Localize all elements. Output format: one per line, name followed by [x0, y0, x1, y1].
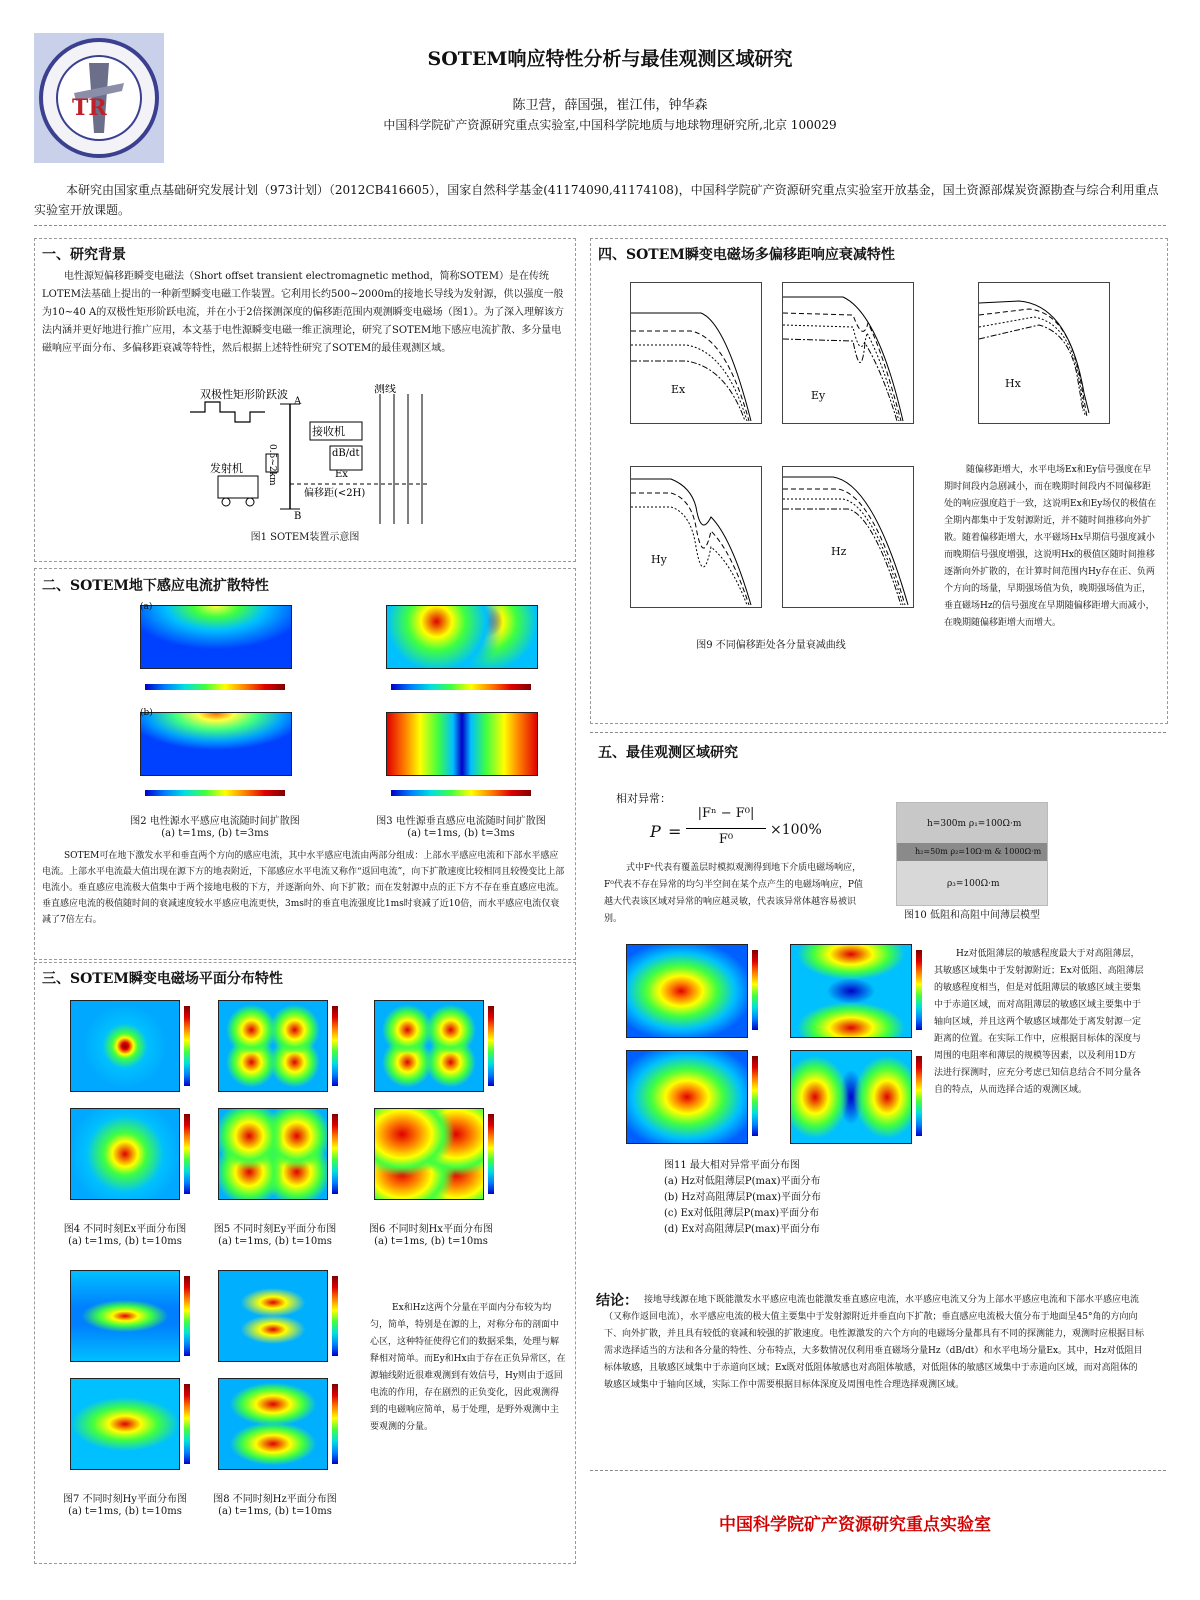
fig10-caption: 图10 低阻和高阻中间薄层模型: [904, 910, 1040, 921]
fig3b-colorbar: [391, 790, 531, 796]
fig9-ex-plot: [630, 282, 762, 424]
funding-note: 本研究由国家重点基础研究发展计划（973计划）（2012CB416605），国家自然科学基金(41174090,41174108)，中国科学院矿产资源研究重点实验室开放基金，国土资源部煤炭资源勘查与综合利用重点实验室开放课题。: [34, 183, 1159, 217]
fig11-item-d: (d) Ex对高阻薄层P(max)平面分布: [664, 1224, 820, 1235]
fig1-a-label: A: [294, 396, 302, 407]
fig11b-heatmap: [790, 944, 912, 1038]
fig1-transmitter-label: 发射机: [210, 462, 243, 475]
figure-1: [170, 384, 440, 534]
fig9-hy-label: Hy: [651, 553, 667, 566]
fig3-subcaption: (a) t=1ms, (b) t=3ms: [407, 828, 515, 839]
formula-definition: 式中Fⁿ代表有覆盖层时模拟观测得到地下介质电磁场响应，F⁰代表不存在异常的均匀半空间在某个点产生的电磁场响应，P值越大代表该区域对异常的响应越灵敏，代表该异常体越容易被识别。: [604, 863, 863, 924]
relative-anomaly-label: 相对异常：: [616, 792, 671, 805]
section-2-heading: 二、SOTEM地下感应电流扩散特性: [42, 578, 269, 594]
fig5b-colorbar: [332, 1114, 338, 1194]
fig9-hy-plot: [630, 466, 762, 608]
fig7-subcaption: (a) t=1ms, (b) t=10ms: [68, 1506, 182, 1517]
fig7b-colorbar: [184, 1384, 190, 1464]
formula: P = |Fⁿ − F⁰| F⁰ ×100%: [650, 806, 822, 847]
fig1-length-label: 0.5~2km: [267, 444, 277, 486]
fig8-caption: 图8 不同时刻Hz平面分布图: [213, 1494, 337, 1505]
footer-divider: [590, 1470, 1166, 1471]
footer-lab-name: 中国科学院矿产资源研究重点实验室: [719, 1515, 991, 1535]
fig1-source-label: 双极性矩形阶跃波: [200, 388, 288, 401]
section-4-text: 随偏移距增大，水平电场Ex和Ey信号强度在早期时间段内急剧减小，而在晚期时间段内不同偏移距处的响应强度趋于一致，这说明Ex和Ey场仅的极值在全期内都集中于发射源附近，并不随时间推移向外扩散。随着偏移距增大，水平磁场Hx早期信号强度减小而晚期信号强度增强，这说明Hx的极值区随时间推移逐渐向外扩散的，在计算时间范围内Hy存在正、负两个方向的场量，早期强场值为负，晚期强场值为正，垂直磁场Hz的信号强度在早期随偏移距增大而减小，在晚期随偏移距增大而增大。: [944, 465, 1157, 628]
affiliation: 中国科学院矿产资源研究重点实验室,中国科学院地质与地球物理研究所,北京 100029: [383, 118, 837, 132]
conclusion-label: 结论：: [596, 1293, 638, 1309]
fig3a-colorbar: [391, 684, 531, 690]
fig11-item-b: (b) Hz对高阻薄层P(max)平面分布: [664, 1192, 821, 1203]
fig4a-heatmap: [70, 1000, 180, 1092]
fig11c-colorbar: [752, 1056, 758, 1136]
fig8b-colorbar: [332, 1384, 338, 1464]
formula-denominator: F⁰: [718, 832, 734, 847]
section-3-heading: 三、SOTEM瞬变电磁场平面分布特性: [42, 971, 283, 987]
formula-lhs: P: [650, 822, 661, 841]
fig9-hz-plot: [782, 466, 914, 608]
fig11-caption: 图11 最大相对异常平面分布图: [664, 1160, 800, 1171]
fig5-subcaption: (a) t=1ms, (b) t=10ms: [218, 1236, 332, 1247]
section-2-text: SOTEM可在地下激发水平和垂直两个方向的感应电流，其中水平感应电流由两部分组成：上部水平感应电流和下部水平感应电流。上部水平电流最大值出现在源下方的地表附近，下部感应水平电流又称作“返回电流”，向下扩散速度比较相同且较慢变比上部电流小。垂直感应电流极大值集中于两个接地电极的下方，并逐渐向外、向下扩散；而在发射源中点的正下方不存在垂直感应电流。垂直感应电流的极值随时间的衰减速度较水平感应电流更快，3ms时的垂直电流强度比1ms时衰减了近10倍，而水平感应电流仅衰减了7倍左右。: [42, 851, 565, 925]
fig11-item-c: (c) Ex对低阻薄层P(max)平面分布: [664, 1208, 820, 1219]
fig5a-colorbar: [332, 1006, 338, 1086]
fig2-subcaption: (a) t=1ms, (b) t=3ms: [161, 828, 269, 839]
section-1-heading: 一、研究背景: [42, 247, 126, 263]
fig4-caption: 图4 不同时刻Ex平面分布图: [63, 1224, 187, 1235]
fig2a-tag: (a): [140, 602, 153, 612]
fig11b-colorbar: [916, 950, 922, 1030]
fig1-receiver-label: 接收机: [312, 425, 345, 438]
fig11a-colorbar: [752, 950, 758, 1030]
fig5a-heatmap: [218, 1000, 328, 1092]
header-divider: [34, 225, 1166, 226]
fig10-model: [896, 802, 1048, 906]
fig9-hz-label: Hz: [831, 545, 847, 558]
fig7a-colorbar: [184, 1276, 190, 1356]
fig4-subcaption: (a) t=1ms, (b) t=10ms: [68, 1236, 182, 1247]
fig9-ey-plot: [782, 282, 914, 424]
fig2b-heatmap: [140, 712, 292, 776]
fig11d-heatmap: [790, 1050, 912, 1144]
fig1-line-label: 测线: [374, 384, 396, 395]
fig6-subcaption: (a) t=1ms, (b) t=10ms: [374, 1236, 488, 1247]
fig4b-heatmap: [70, 1108, 180, 1200]
fig1-offset-label: 偏移距(<2H): [304, 488, 366, 499]
fig10-layer-2: h₂=50m ρ₂=10Ω·m & 1000Ω·m: [915, 847, 1042, 856]
fig9-hx-label: Hx: [1005, 377, 1021, 390]
fig6b-colorbar: [488, 1114, 494, 1194]
fig3a-heatmap: [386, 605, 538, 669]
fig8b-heatmap: [218, 1378, 328, 1470]
fig7a-heatmap: [70, 1270, 180, 1362]
fig6-caption: 图6 不同时刻Hx平面分布图: [369, 1224, 493, 1235]
fig10-layer-3: ρ₃=100Ω·m: [947, 879, 1000, 889]
fig6a-heatmap: [374, 1000, 484, 1092]
section-5-heading: 五、最佳观测区域研究: [598, 745, 738, 761]
section-5-divider: [590, 732, 1166, 733]
fig9-ex-label: Ex: [671, 383, 686, 396]
fig1-dbdt-label: dB/dt: [332, 448, 360, 459]
fig9-ey-label: Ey: [811, 389, 826, 402]
authors: 陈卫营，薛国强，崔江伟，钟华森: [512, 98, 708, 113]
fig2a-colorbar: [145, 684, 285, 690]
fig2b-tag: (b): [140, 708, 153, 718]
fig10-layer-1: h=300m ρ₁=100Ω·m: [927, 819, 1022, 829]
fig7b-heatmap: [70, 1378, 180, 1470]
fig11a-heatmap: [626, 944, 748, 1038]
fig8-subcaption: (a) t=1ms, (b) t=10ms: [218, 1506, 332, 1517]
fig4b-colorbar: [184, 1114, 190, 1194]
fig11d-colorbar: [916, 1056, 922, 1136]
fig4a-colorbar: [184, 1006, 190, 1086]
poster-title: SOTEM响应特性分析与最佳观测区域研究: [427, 48, 793, 70]
fig1-ex-label: Ex: [335, 469, 348, 480]
fig1-b-label: B: [294, 511, 302, 522]
fig5b-heatmap: [218, 1108, 328, 1200]
fig2b-colorbar: [145, 790, 285, 796]
fig8a-heatmap: [218, 1270, 328, 1362]
fig2-caption: 图2 电性源水平感应电流随时间扩散图: [130, 816, 300, 827]
fig5-caption: 图5 不同时刻Ey平面分布图: [213, 1224, 337, 1235]
section-1-text: 电性源短偏移距瞬变电磁法（Short offset transient electromagnetic method，简称SOTEM）是在传统LOTEM法基础上提出的一种新型瞬变电磁工作装置。它利用长约500~2000m的接地长导线为发射源，供以强度一般为10~40 A的双极性矩形阶跃电流，并在小于2倍探测深度的偏移距范围内观测瞬变电磁场（图1）。为了深入理解该方法内涵并更好地进行推广应用，本文基于电性源瞬变电磁一维正演理论，研究了SOTEM地下感应电流扩散、多分量电磁响应平面分布、多偏移距衰减等特性，然后根据上述特性研究了SOTEM的最佳观测区域。: [42, 271, 564, 354]
section-4-heading: 四、SOTEM瞬变电磁场多偏移距响应衰减特性: [598, 247, 895, 263]
fig2a-heatmap: [140, 605, 292, 669]
fig11-item-a: (a) Hz对低阻薄层P(max)平面分布: [664, 1176, 821, 1187]
conclusion-text: 接地导线源在地下既能激发水平感应电流也能激发垂直感应电流，水平感应电流又分为上部水平感应电流和下部水平感应电流（又称作返回电流），水平感应电流的极大值主要集中于发射源附近并垂直向下扩散；垂直感应电流极大值分布于地面呈45°角的方向向下、向外扩散，并且具有较低的衰减和较强的扩散速度。电性源激发的六个方向的电磁场分量都具有不同的探测能力，观测时应根据目标需求选择适当的方法和各分量的特性、分布特点，大多数情况仅利用垂直磁场分量Hz（dB/dt）和水平电场分量Ex。其中，Hz对低阻目标体敏感，且敏感区域集中于赤道向区域；Ex既对低阻体敏感也对高阻体敏感，对低阻体的敏感区域集中于赤道向区域，而对高阻体的敏感区域集中于轴向区域，实际工作中需要根据目标体深度及周围电性合理选择观测区域。: [604, 1295, 1145, 1390]
lab-logo: [34, 33, 164, 163]
section-5-text: Hz对低阻薄层的敏感程度最大于对高阻薄层，其敏感区域集中于发射源附近；Ex对低阻、高阻薄层的敏感程度相当，但是对低阻薄层的敏感区域主要集中于赤道区域，而对高阻薄层的敏感区域主要集中于轴向区域，并且这两个敏感区域都处于离发射源一定距离的位置。在实际工作中，应根据目标体的深度与周围的电阻率和薄层的规模等因素，以及利用1D方法进行探测时，应充分考虑已知信息结合不同分量各自的特点，从而选择合适的观测区域。: [934, 949, 1144, 1095]
fig9-hx-plot: [978, 282, 1110, 424]
fig1-caption: 图1 SOTEM装置示意图: [250, 532, 360, 543]
fig3b-heatmap: [386, 712, 538, 776]
fig11c-heatmap: [626, 1050, 748, 1144]
section-3-text: Ex和Hz这两个分量在平面内分布较为均匀，简单，特别是在源的上，对称分布的剖面中心区，这种特征使得它们的数据采集，处理与解释相对简单。而Ey和Hx由于存在正负异常区，在源轴线附近很难观测到有效信号，Hy则由于返回电流的作用，存在剧烈的正负变化，因此观测得到的电磁响应简单，易于处理，是野外观测中主要观测的分量。: [370, 1303, 566, 1432]
logo-mark: TR: [72, 95, 107, 121]
formula-numerator: |Fⁿ − F⁰|: [697, 806, 755, 821]
fig9-caption: 图9 不同偏移距处各分量衰减曲线: [696, 640, 846, 651]
formula-tail: ×100%: [770, 822, 822, 838]
fig6a-colorbar: [488, 1006, 494, 1086]
fig6b-heatmap: [374, 1108, 484, 1200]
fig3-caption: 图3 电性源垂直感应电流随时间扩散图: [376, 816, 546, 827]
fig7-caption: 图7 不同时刻Hy平面分布图: [63, 1494, 187, 1505]
fig8a-colorbar: [332, 1276, 338, 1356]
